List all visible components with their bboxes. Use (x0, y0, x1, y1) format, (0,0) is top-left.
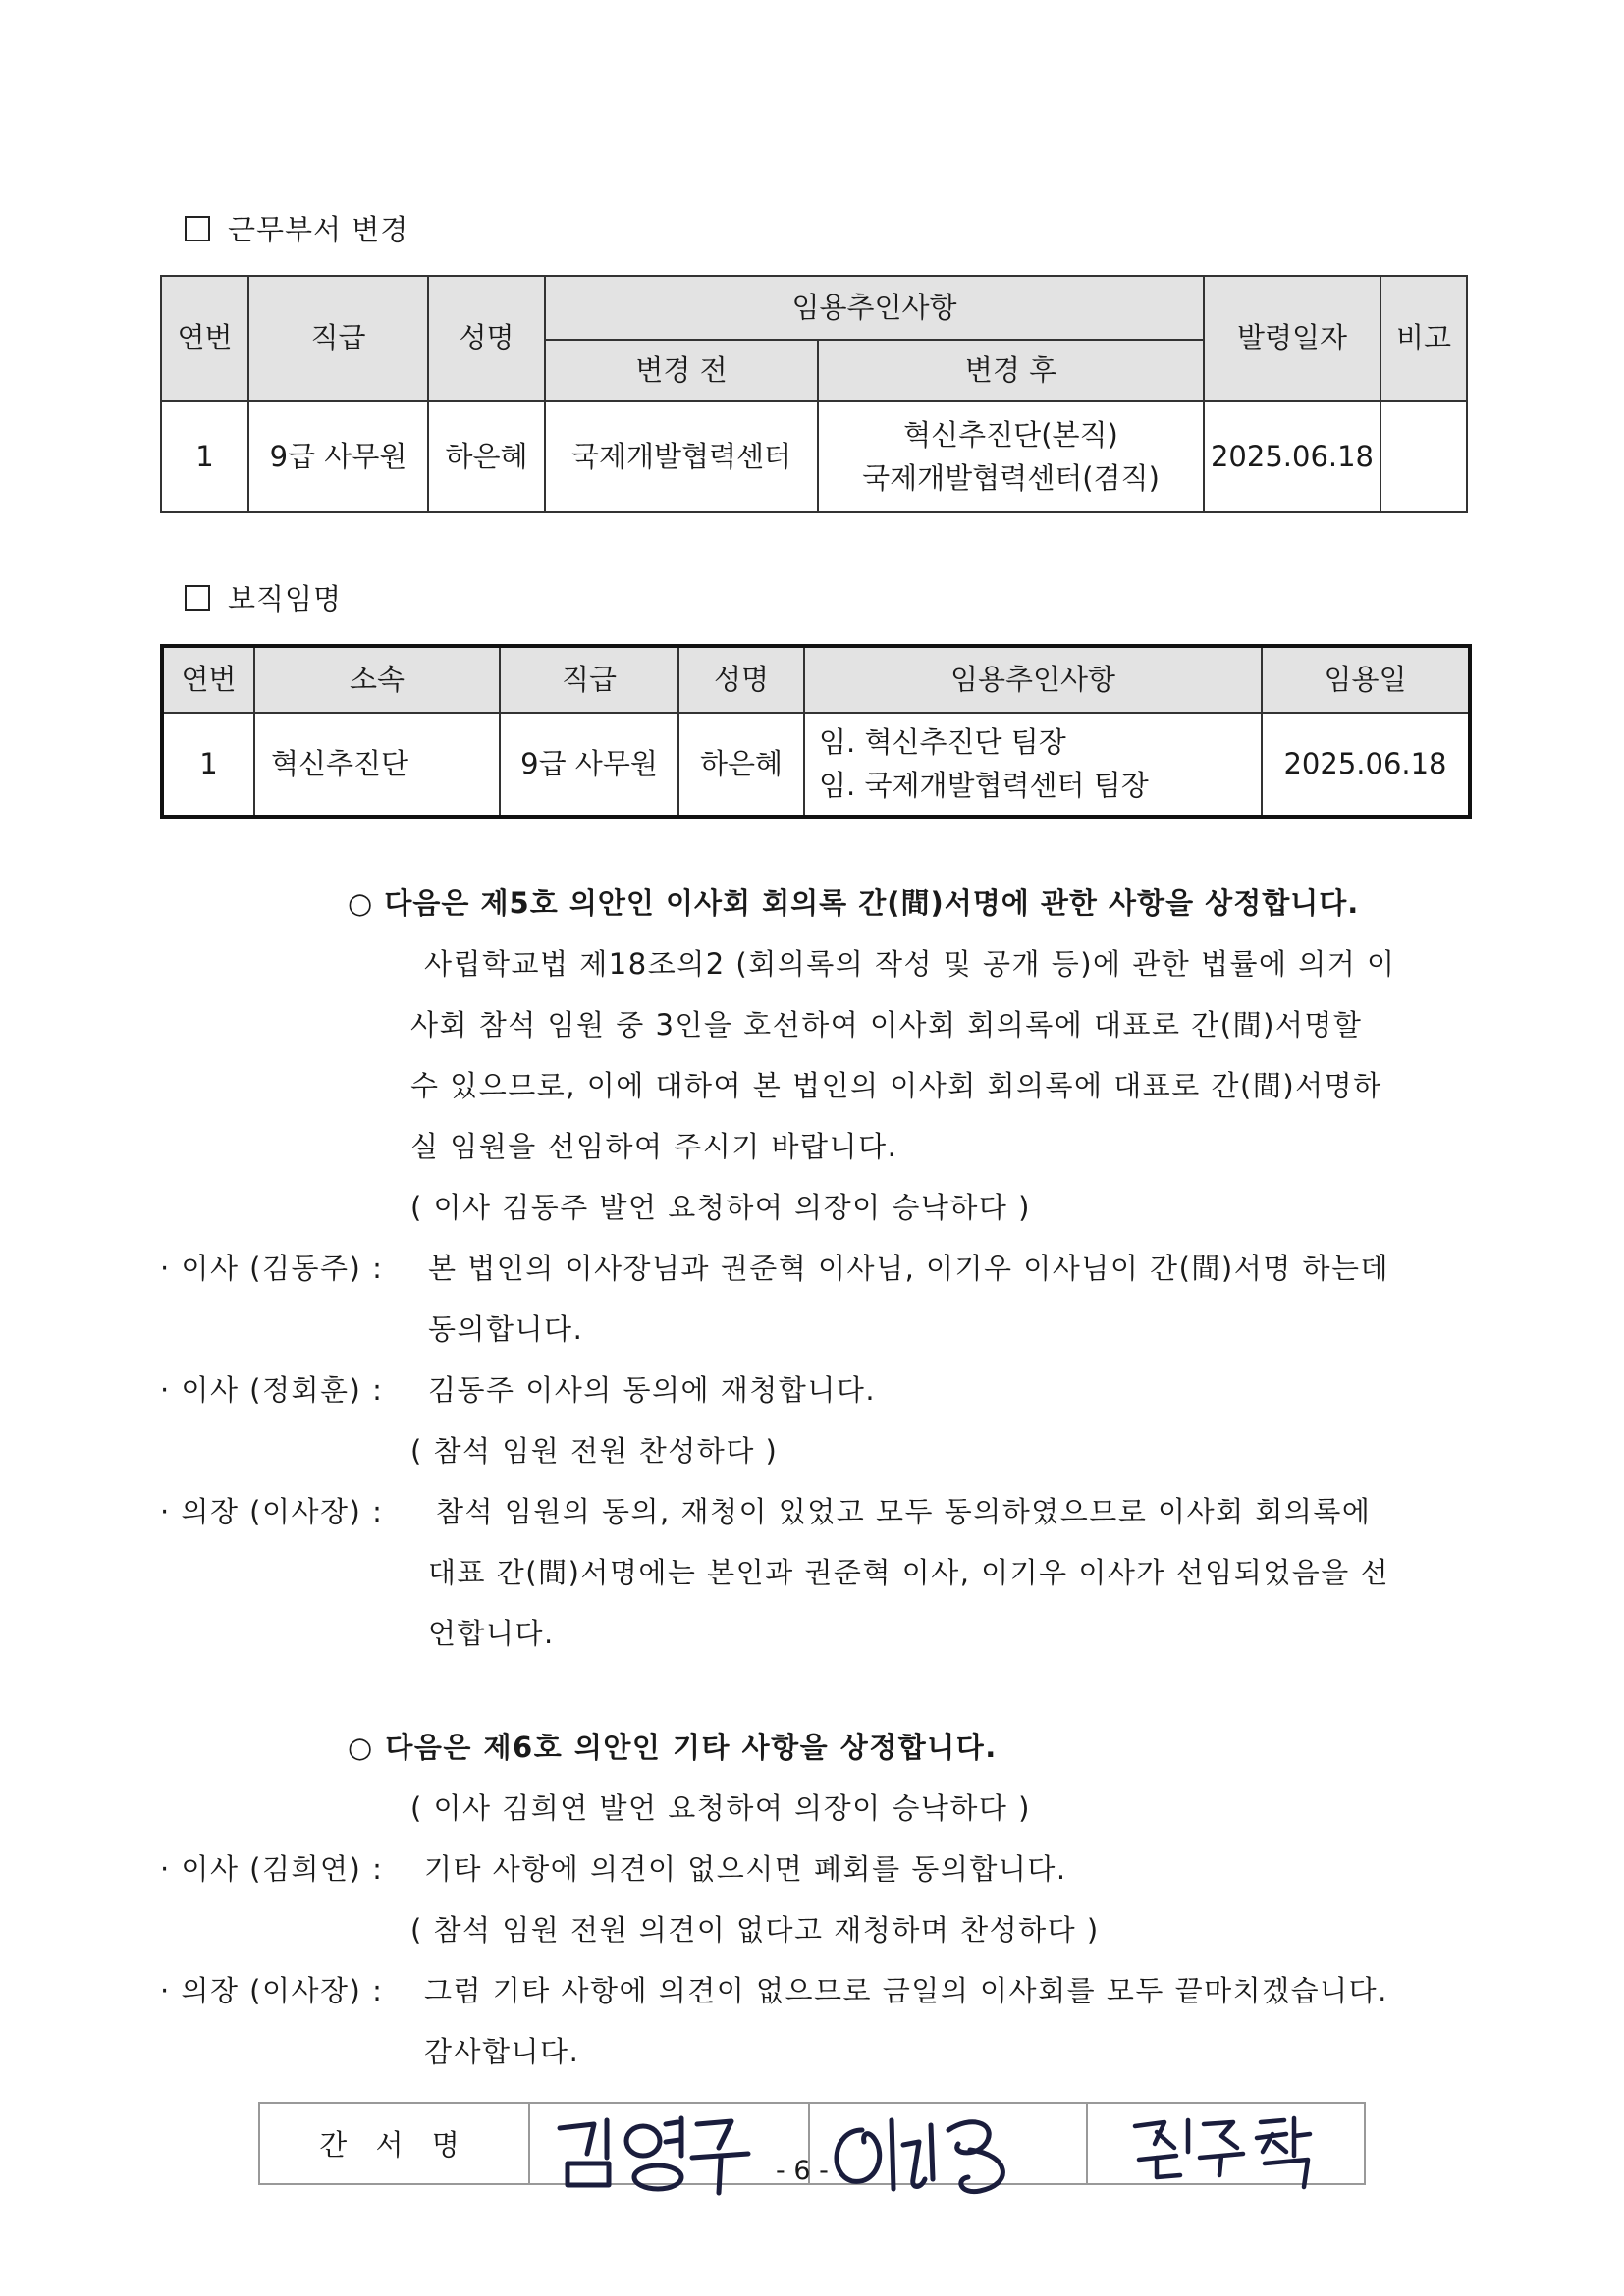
position-appointment-table (160, 644, 1472, 819)
header-note: 비고 (1380, 276, 1467, 401)
speech-line: 감사합니다. (424, 2035, 580, 2068)
checkbox-square-icon (185, 216, 210, 241)
cell-no: 1 (161, 401, 248, 512)
speech-line: 언합니다. (428, 1617, 555, 1650)
dept-change-table (160, 275, 1468, 513)
agenda5-body-line: 사회 참석 임원 중 3인을 호선하여 이사회 회의록에 대표로 간(間)서명할 (410, 1008, 1363, 1041)
cell-rank: 9급 사무원 (500, 713, 678, 817)
header-appointment-group: 임용추인사항 (545, 276, 1204, 340)
header-name: 성명 (428, 276, 545, 401)
cell-after-line1: 혁신추진단(본직) (903, 418, 1118, 452)
cell-after (818, 401, 1204, 512)
cell-after-line2: 국제개발협력센터(겸직) (862, 460, 1160, 495)
cell-date: 2025.06.18 (1262, 713, 1470, 817)
speech-line: 참석 임원의 동의, 재청이 있었고 모두 동의하였으므로 이사회 회의록에 (436, 1495, 1372, 1528)
speaker-label: · 이사 (정회훈) : (160, 1373, 384, 1407)
agenda5-note: ( 참석 임원 전원 찬성하다 ) (410, 1434, 779, 1468)
header-item: 임용추인사항 (804, 646, 1262, 713)
section-heading-position-appointment: 보직임명 (185, 577, 342, 617)
signature-3-kwon-junhyuk (1127, 2109, 1324, 2192)
table-row (162, 713, 1470, 817)
speech-line: 김동주 이사의 동의에 재청합니다. (428, 1373, 877, 1407)
cell-name: 하은혜 (678, 713, 804, 817)
speech-line: 본 법인의 이사장님과 권준혁 이사님, 이기우 이사님이 간(間)서명 하는데 (428, 1252, 1389, 1285)
page-number: - 6 - (776, 2156, 829, 2186)
speaker-label: · 의장 (이사장) : (160, 1974, 384, 2007)
signature-1-kim-youngju (550, 2107, 761, 2200)
cell-item-line1: 임. 혁신추진단 팀장 (819, 725, 1066, 759)
agenda6-note: ( 참석 임원 전원 의견이 없다고 재청하며 찬성하다 ) (410, 1913, 1100, 1947)
cell-rank: 9급 사무원 (248, 401, 428, 512)
agenda5-note: ( 이사 김동주 발언 요청하여 의장이 승낙하다 ) (410, 1191, 1031, 1224)
cell-dept: 혁신추진단 (254, 713, 500, 817)
header-date: 임용일 (1262, 646, 1470, 713)
signature-label: 간 서 명 (259, 2103, 529, 2184)
signature-2-lee-giwoo (823, 2101, 1039, 2199)
header-dept: 소속 (254, 646, 500, 713)
section-heading-dept-change: 근무부서 변경 (185, 208, 408, 248)
speech-line: 대표 간(間)서명에는 본인과 권준혁 이사, 이기우 이사가 선임되었음을 선 (428, 1556, 1389, 1589)
header-before: 변경 전 (545, 340, 818, 401)
agenda5-body-line: 사립학교법 제18조의2 (회의록의 작성 및 공개 등)에 관한 법률에 의거 이 (424, 947, 1396, 981)
cell-item (804, 713, 1262, 817)
speaker-label: · 이사 (김동주) : (160, 1252, 384, 1285)
header-after: 변경 후 (818, 340, 1204, 401)
cell-before: 국제개발협력센터 (545, 401, 818, 512)
agenda6-note: ( 이사 김희연 발언 요청하여 의장이 승낙하다 ) (410, 1791, 1031, 1825)
checkbox-square-icon (185, 585, 210, 611)
header-no: 연번 (161, 276, 248, 401)
speech-line: 기타 사항에 의견이 없으시면 폐회를 동의합니다. (424, 1852, 1067, 1886)
cell-no: 1 (162, 713, 254, 817)
cell-date: 2025.06.18 (1204, 401, 1380, 512)
speaker-label: · 의장 (이사장) : (160, 1495, 384, 1528)
cell-name: 하은혜 (428, 401, 545, 512)
agenda6-title: ○ 다음은 제6호 의안인 기타 사항을 상정합니다. (348, 1731, 998, 1764)
header-date: 발령일자 (1204, 276, 1380, 401)
agenda5-body-line: 실 임원을 선임하여 주시기 바랍니다. (410, 1130, 898, 1163)
speech-line: 동의합니다. (428, 1312, 584, 1346)
speech-line: 그럼 기타 사항에 의견이 없으므로 금일의 이사회를 모두 끝마치겠습니다. (424, 1974, 1388, 2007)
agenda5-title: ○ 다음은 제5호 의안인 이사회 회의록 간(間)서명에 관한 사항을 상정합니다. (348, 886, 1360, 920)
header-rank: 직급 (248, 276, 428, 401)
speaker-label: · 이사 (김희연) : (160, 1852, 384, 1886)
cell-note (1380, 401, 1467, 512)
header-no: 연번 (162, 646, 254, 713)
table-row (161, 401, 1467, 512)
cell-item-line2: 임. 국제개발협력센터 팀장 (819, 768, 1149, 802)
header-rank: 직급 (500, 646, 678, 713)
agenda5-body-line: 수 있으므로, 이에 대하여 본 법인의 이사회 회의록에 대표로 간(間)서명하 (410, 1069, 1382, 1102)
header-name: 성명 (678, 646, 804, 713)
